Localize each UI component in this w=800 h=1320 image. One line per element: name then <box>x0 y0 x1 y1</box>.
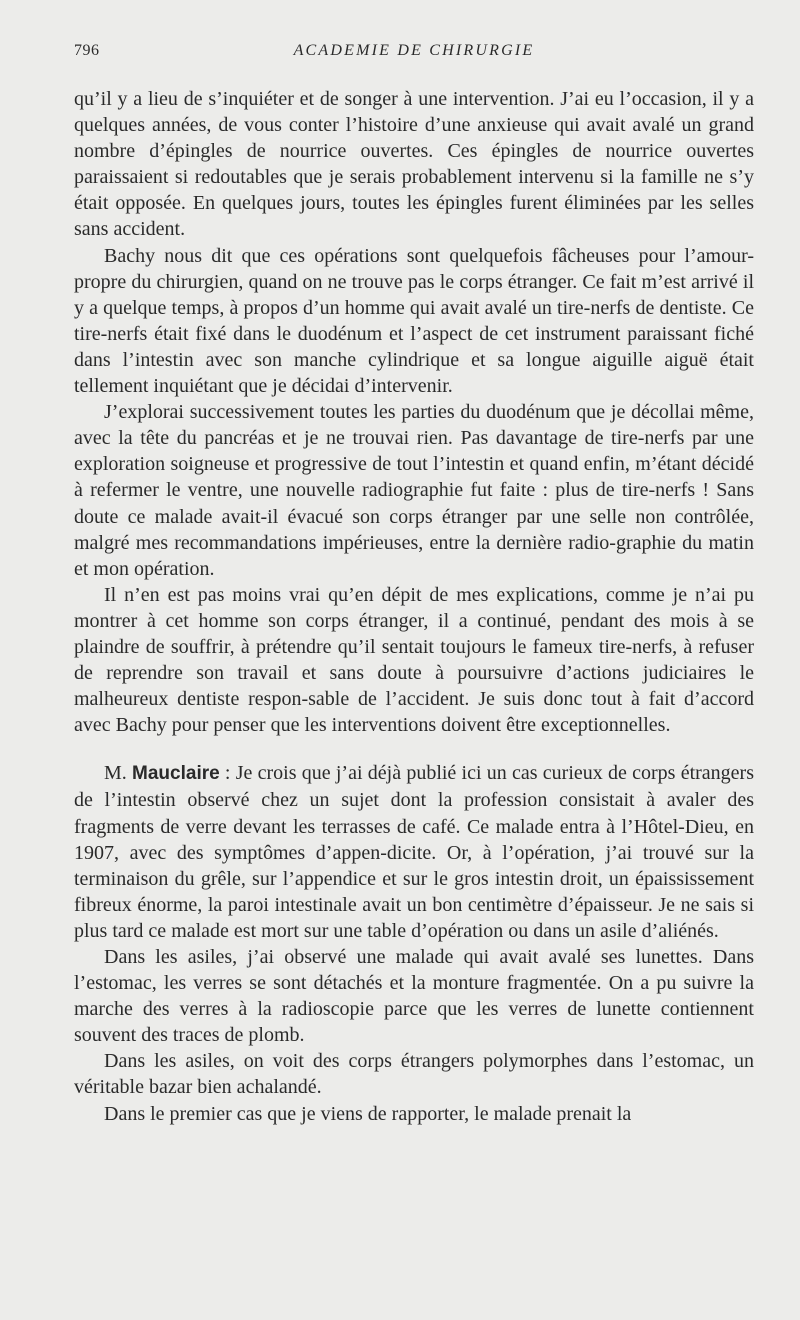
speaker-separator: : <box>219 762 236 785</box>
mauclaire-text: Je crois que j’ai déjà publié ici un cas curieux de corps étrangers de l’intestin observé chez un sujet dont la profession consistait à avaler des fragments de verre devant les terrasses de café. Ce malade entra à l’Hôtel-Dieu, en 1907, avec des symptômes d’appen-dicite. Or, à l’opération, j’ai trouvé sur la terminaison du grêle, sur l’appendice et sur le gros intestin droit, un épaississement fibreux énorme, la paroi intestinale avait un bon centimètre d’épaisseur. Je ne sais si plus tard ce malade est mort sur une table d’opération ou dans un asile d’aliénés. <box>74 762 754 942</box>
paragraph: Il n’en est pas moins vrai qu’en dépit de mes explications, comme je n’ai pu montrer à cet homme son corps étranger, il a continué, pendant des mois à se plaindre de souffrir, à prétendre qu’il sentait toujours le fameux tire-nerfs, à refuser de reprendre son travail et sans doute à poursuivre d’actions judiciaires le malheureux dentiste respon-sable de l’accident. Je suis donc tout à fait d’accord avec Bachy pour penser que les interventions doivent être exceptionnelles. <box>74 583 754 737</box>
speaker-name: Mauclaire <box>132 763 220 785</box>
body-text <box>74 86 754 1127</box>
paragraph: Bachy nous dit que ces opérations sont quelquefois fâcheuses pour l’amour-propre du chirurgien, quand on ne trouve pas le corps étranger. Ce fait m’est arrivé il y a quelque temps, à propos d’un homme qui avait avalé un tire-nerfs de dentiste. Ce tire-nerfs était fixé dans le duodénum et l’aspect de cet instrument paraissant fiché dans l’intestin avec son manche cylindrique et sa longue aiguille aiguë était tellement inquiétant que je décidai d’intervenir. <box>74 244 754 398</box>
speaker-prefix: M. <box>104 762 133 785</box>
paragraph: J’explorai successivement toutes les parties du duodénum que je décollai même, avec la tête du pancréas et je ne trouvai rien. Pas davantage de tire-nerfs par une exploration soigneuse et progressive de tout l’intestin et quand enfin, m’étant décidé à refermer le ventre, une nouvelle radiographie fut faite : plus de tire-nerfs ! Sans doute ce malade avait-il évacué son corps étranger par une selle non contrôlée, malgré mes recommandations impérieuses, entre la dernière radio-graphie du matin et mon opération. <box>74 401 754 580</box>
paragraph: Dans le premier cas que je viens de rapporter, le malade prenait la <box>104 1102 632 1125</box>
running-title: ACADEMIE DE CHIRURGIE <box>293 42 535 59</box>
section-gap <box>74 738 754 760</box>
mauclaire-paragraph <box>74 760 754 944</box>
paragraph: Dans les asiles, on voit des corps étrangers polymorphes dans l’estomac, un véritable bazar bien achalandé. <box>74 1050 754 1099</box>
page-number: 796 <box>74 42 100 59</box>
paragraph: qu’il y a lieu de s’inquiéter et de songer à une intervention. J’ai eu l’occasion, il y a quelques années, de vous conter l’histoire d’une anxieuse qui avait avalé un grand nombre d’épingles de nourrice ouvertes. Ces épingles de nourrice ouvertes paraissaient si redoutables que je serais probablement intervenu si la famille ne s’y était opposée. En quelques jours, toutes les épingles furent éliminées par les selles sans accident. <box>74 88 754 241</box>
page-header <box>74 42 754 66</box>
paragraph: Dans les asiles, j’ai observé une malade qui avait avalé ses lunettes. Dans l’estomac, les verres se sont détachés et la monture fragmentée. On a pu suivre la marche des verres à la radioscopie parce que les verres de lunette contiennent souvent des traces de plomb. <box>74 946 754 1047</box>
